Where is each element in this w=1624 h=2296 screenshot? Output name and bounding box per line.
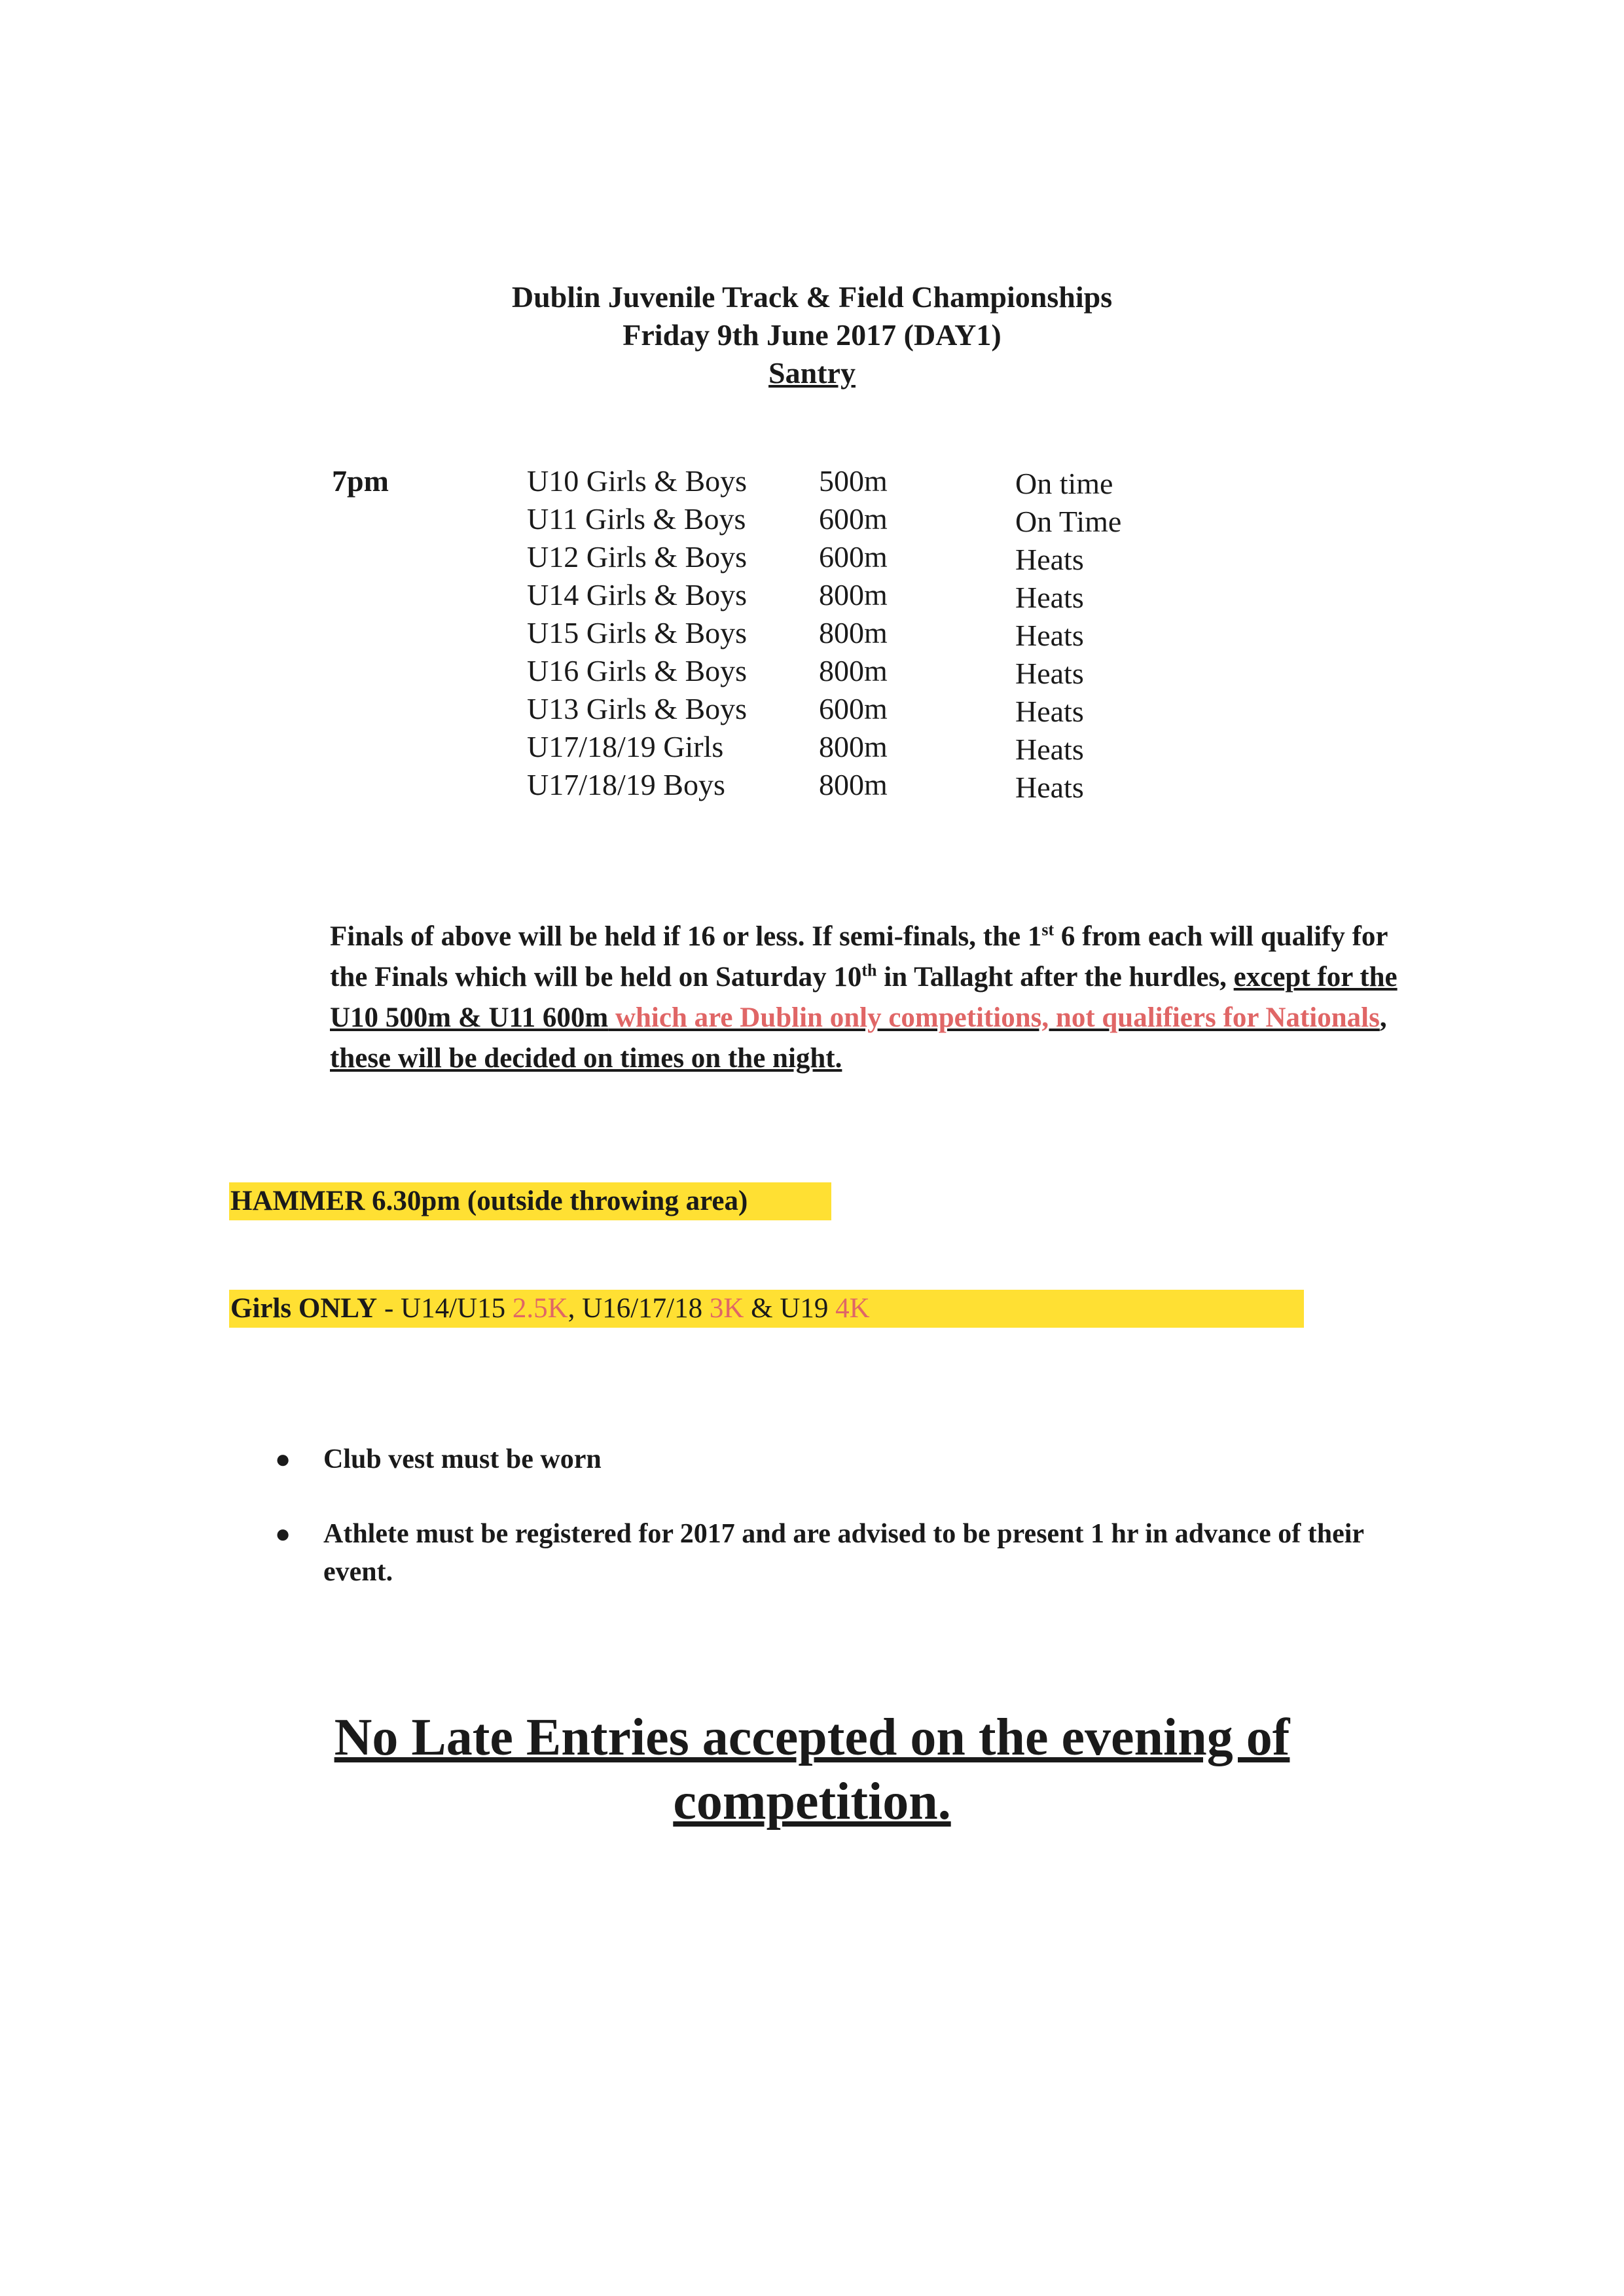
start-time: 7pm: [332, 464, 389, 498]
note-exception-text: except for the U10 500m & U11 600m: [330, 962, 1398, 1033]
girls-text: - U14/U15: [377, 1293, 513, 1324]
age-group: U15 Girls & Boys: [527, 616, 748, 649]
event-venue: Santry: [768, 356, 856, 390]
age-group: U13 Girls & Boys: [527, 692, 748, 725]
age-group: U17/18/19 Girls: [527, 730, 724, 763]
race-distance: 800m: [819, 578, 888, 611]
race-status: Heats: [1015, 771, 1084, 804]
age-group: U14 Girls & Boys: [527, 578, 748, 611]
list-item-text: Club vest must be worn: [323, 1444, 602, 1474]
finals-note: [330, 917, 1410, 1079]
race-distance: 600m: [819, 692, 888, 725]
note-superscript: st: [1041, 920, 1055, 939]
note-text: 6 from each will qualify for the Finals which will be held on Saturday 10: [330, 921, 1388, 993]
bullet-icon: ●: [275, 1444, 291, 1474]
girls-text: , U16/17/18: [568, 1293, 710, 1324]
race-distance: 600m: [819, 540, 888, 574]
age-group: U16 Girls & Boys: [527, 654, 748, 687]
note-tail-text: , these will be decided on times on the night.: [330, 1002, 1387, 1074]
age-group: U11 Girls & Boys: [527, 502, 746, 536]
race-distance: 800m: [819, 730, 888, 763]
race-status: Heats: [1015, 543, 1084, 576]
event-date: Friday 9th June 2017 (DAY1): [623, 318, 1001, 352]
weight-value: 3K: [709, 1293, 744, 1324]
closing-line: No Late Entries accepted on the evening of: [334, 1709, 1290, 1766]
race-status: Heats: [1015, 581, 1084, 614]
race-status: Heats: [1015, 619, 1084, 652]
girls-text: & U19: [744, 1293, 836, 1324]
race-status: Heats: [1015, 695, 1084, 728]
document-header: [0, 278, 1624, 392]
hammer-notice: HAMMER 6.30pm (outside throwing area): [229, 1182, 831, 1220]
weight-value: 2.5K: [512, 1293, 568, 1324]
race-status: Heats: [1015, 657, 1084, 690]
bullet-icon: ●: [275, 1519, 291, 1548]
race-distance: 800m: [819, 768, 888, 801]
girls-only-label: Girls ONLY: [230, 1293, 378, 1324]
note-text: in Tallaght after the hurdles,: [876, 962, 1234, 993]
event-title: Dublin Juvenile Track & Field Championships: [511, 280, 1113, 314]
age-group: U10 Girls & Boys: [527, 464, 748, 498]
race-distance: 800m: [819, 616, 888, 649]
rules-list: [275, 1440, 1388, 1628]
list-item: [275, 1440, 1388, 1478]
race-distance: 600m: [819, 502, 888, 536]
late-entries-notice: [0, 1705, 1624, 1834]
race-status: Heats: [1015, 733, 1084, 766]
note-red-text: which are Dublin only competitions, not qualifiers for Nationals: [608, 1002, 1380, 1033]
race-distance: 500m: [819, 464, 888, 498]
age-group: U17/18/19 Boys: [527, 768, 725, 801]
note-text: Finals of above will be held if 16 or less. If semi-finals, the 1: [330, 921, 1042, 952]
closing-line: competition.: [673, 1773, 951, 1831]
list-item-text: Athlete must be registered for 2017 and are advised to be present 1 hr in advance of their event.: [323, 1519, 1364, 1587]
race-status: On time: [1015, 467, 1113, 500]
age-group: U12 Girls & Boys: [527, 540, 748, 574]
note-superscript: th: [861, 960, 877, 980]
girls-weights-notice: [229, 1290, 1304, 1328]
race-distance: 800m: [819, 654, 888, 687]
weight-value: 4K: [835, 1293, 870, 1324]
race-status: On Time: [1015, 505, 1122, 538]
list-item: [275, 1515, 1388, 1591]
